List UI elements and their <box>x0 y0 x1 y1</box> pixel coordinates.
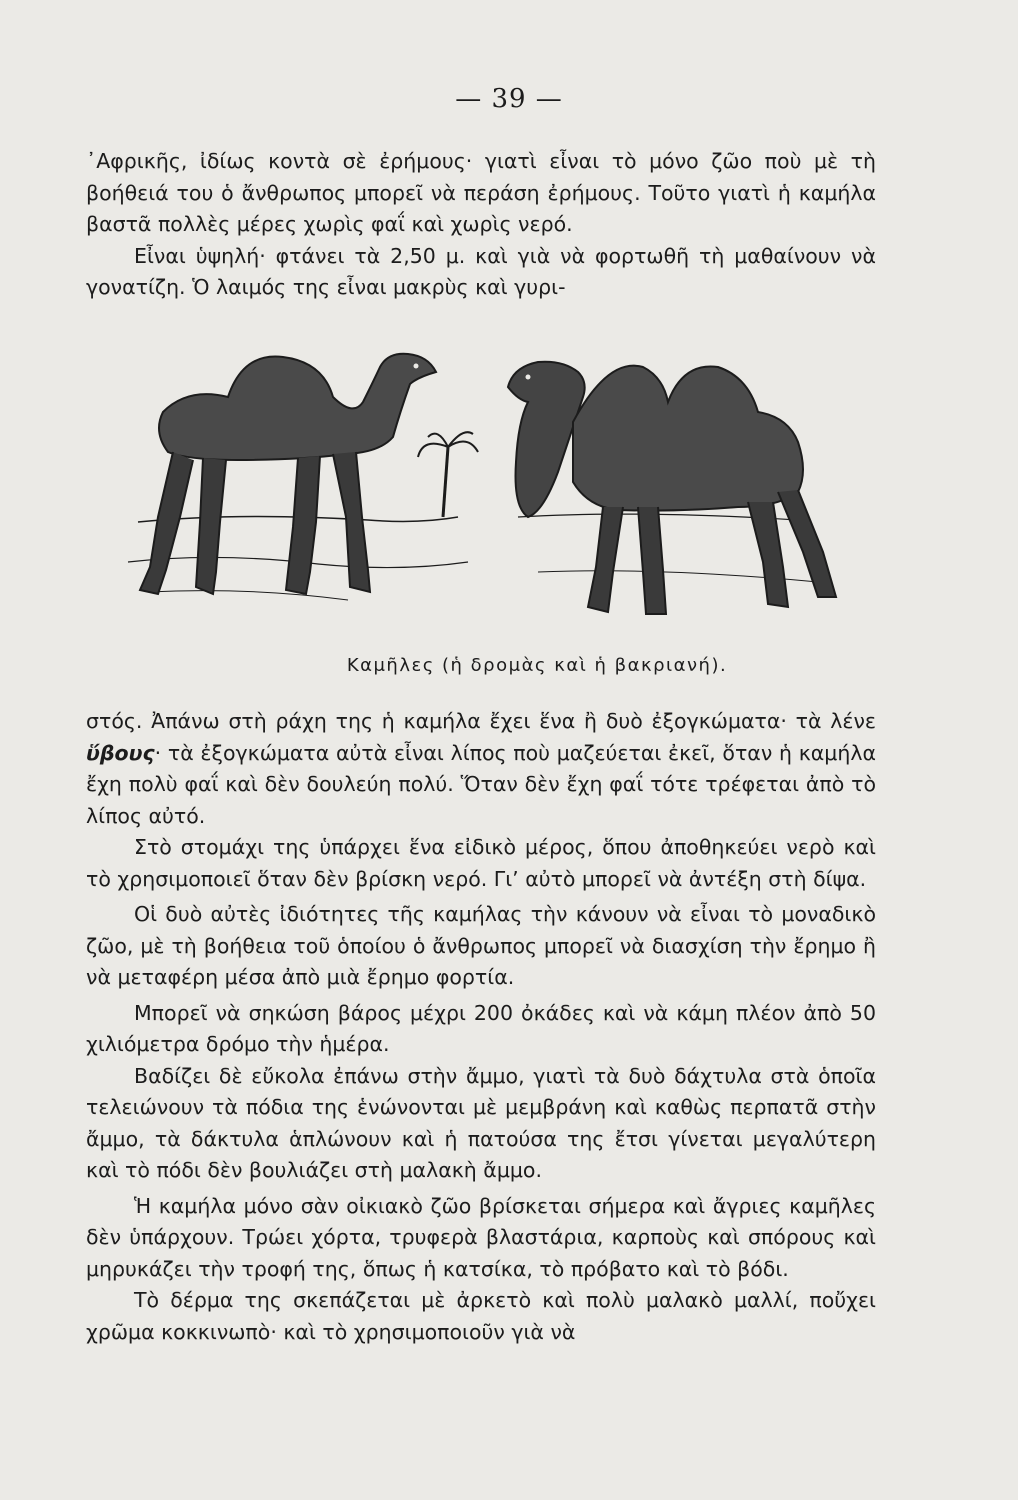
paragraph: Τὸ δέρμα της σκεπάζεται μὲ ἀρκετὸ καὶ πολὺ μαλακὸ μαλλί, ποὔχει χρῶμα κοκκινωπὸ· καὶ τὸ χρησιμοποιοῦν γιὰ νὰ <box>86 1288 876 1344</box>
paragraph: Στὸ στομάχι της ὑπάρχει ἕνα εἰδικὸ μέρος, ὅπου ἀποθηκεύει νερὸ καὶ τὸ χρησιμοποιεῖ ὅταν δὲν βρίσκη νερό. Γι’ αὐτὸ μπορεῖ νὰ ἀντέξη στὴ δίψα. <box>86 835 876 891</box>
dromedary-camel-image <box>128 354 478 600</box>
paragraph <box>86 706 876 832</box>
page-number: — 39 — <box>455 84 563 114</box>
caption-text: Καμῆλες (ἡ δρομὰς καὶ ἡ βακριανή). <box>346 655 728 676</box>
emphasized-term: ὕβους <box>86 740 155 765</box>
paragraph: Μπορεῖ νὰ σηκώση βάρος μέχρι 200 ὀκάδες καὶ νὰ κάμη πλέον ἀπὸ 50 χιλιόμετρα δρόμο τὴν ἡμέρα. <box>86 1000 876 1056</box>
paragraph: Ἡ καμήλα μόνο σὰν οἰκιακὸ ζῶο βρίσκεται σήμερα καὶ ἄγριες καμῆλες δὲν ὑπάρχουν. Τρώει χόρτα, τρυφερὰ βλαστάρια, καρποὺς καὶ σπόρους καὶ μηρυκάζει τὴν τροφή της, ὅπως ἡ κατσίκα, τὸ πρόβατο καὶ τὸ βόδι. <box>86 1193 876 1281</box>
camels-illustration <box>118 342 878 652</box>
bactrian-camel-image <box>508 362 836 614</box>
bottom-text <box>86 706 876 1348</box>
top-text <box>86 146 876 304</box>
paragraph: ᾿Αφρικῆς, ἰδίως κοντὰ σὲ ἐρήμους· γιατὶ εἶναι τὸ μόνο ζῶο ποὺ μὲ τὴ βοήθειά του ὁ ἄνθρωπος μπορεῖ νὰ περάση ἐρήμους. Τοῦτο γιατὶ ἡ καμήλα βαστᾶ πολλὲς μέρες χωρὶς φαΐ καὶ χωρὶς νερό. <box>86 149 876 236</box>
paragraph: Εἶναι ὑψηλή· φτάνει τὰ 2,50 μ. καὶ γιὰ νὰ φορτωθῆ τὴ μαθαίνουν νὰ γονατίζη. Ὁ λαιμός της εἶναι μακρὺς καὶ γυρι- <box>86 243 876 299</box>
text-run: στός. Ἀπάνω στὴ ράχη της ἡ καμήλα ἔχει ἕνα ἢ δυὸ ἐξογκώματα· τὰ λένε <box>86 709 876 733</box>
paragraph: Οἱ δυὸ αὐτὲς ἰδιότητες τῆς καμήλας τὴν κάνουν νὰ εἶναι τὸ μοναδικὸ ζῶο, μὲ τὴ βοήθεια τοῦ ὁποίου ὁ ἄνθρωπος μπορεῖ νὰ διασχίση τὴν ἔρημο ἢ νὰ μεταφέρη μέσα ἀπὸ μιὰ ἔρημο φορτία. <box>86 902 876 989</box>
figure-caption <box>0 655 1018 676</box>
text-run: · τὰ ἐξογκώματα αὐτὰ εἶναι λίπος ποὺ μαζεύεται ἐκεῖ, ὅταν ἡ καμήλα ἔχη πολὺ φαΐ καὶ δὲν δουλεύη πολύ. Ὅταν δὲν ἔχη φαΐ τότε τρέφεται ἀπὸ τὸ λίπος αὐτό. <box>86 740 876 828</box>
paragraph: Βαδίζει δὲ εὔκολα ἐπάνω στὴν ἄμμο, γιατὶ τὰ δυὸ δάχτυλα στὰ ὁποῖα τελειώνουν τὰ πόδια της ἑνώνονται μὲ μεμβράνη καὶ καθὼς περπατᾶ στὴν ἄμμο, τὰ δάκτυλα ἁπλώνουν καὶ ἡ πατούσα της ἔτσι γίνεται μεγαλύτερη καὶ τὸ πόδι δὲν βουλιάζει στὴ μαλακὴ ἄμμο. <box>86 1063 876 1182</box>
